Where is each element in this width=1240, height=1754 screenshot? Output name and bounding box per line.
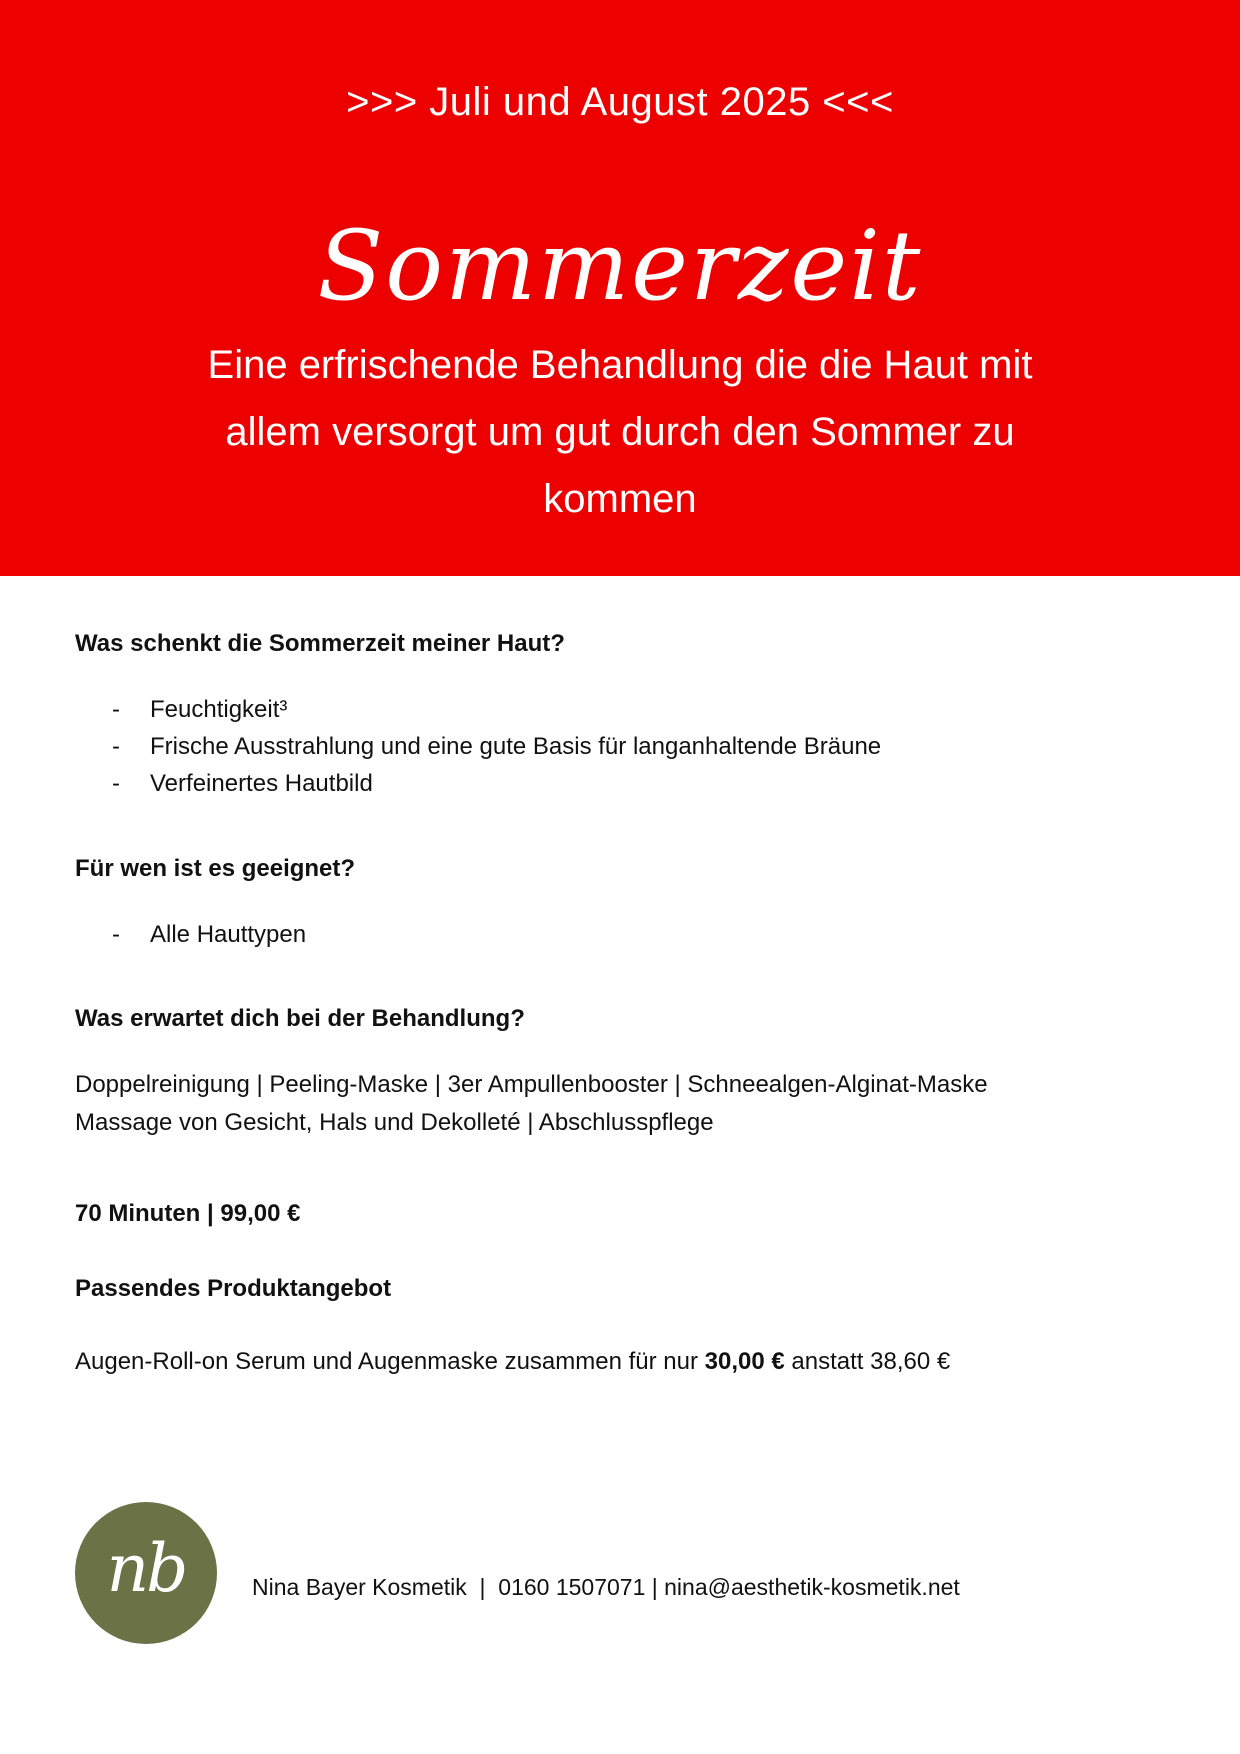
offer-text [75,1343,950,1381]
dash-icon: - [112,733,120,760]
page-title: Sommerzeit [317,210,923,322]
dash-icon: - [112,921,120,948]
duration-price: 70 Minuten | 99,00 € [75,1200,301,1227]
logo-text: nb [106,1530,186,1607]
list-item-text: Frische Ausstrahlung und eine gute Basis für langanhaltende Bräune [150,733,882,760]
section-heading-benefits: Was schenkt die Sommerzeit meiner Haut? [75,630,565,657]
offer-text-after: anstatt 38,60 € [784,1348,951,1375]
subtitle-line: kommen [543,477,697,521]
dash-icon: - [112,696,120,723]
section-heading-suitability: Für wen ist es geeignet? [75,855,356,882]
treatment-line: Doppelreinigung | Peeling-Maske | 3er Ampullenbooster | Schneealgen-Alginat-Maske [75,1071,988,1098]
suitability-list [112,916,306,953]
date-range: >>> Juli und August 2025 <<< [346,80,894,124]
dash-icon: - [112,770,120,797]
header-banner [0,0,1240,576]
list-item-text: Feuchtigkeit³ [150,696,288,723]
list-item [112,765,881,802]
section-heading-offer: Passendes Produktangebot [75,1275,392,1302]
footer-contact: Nina Bayer Kosmetik | 0160 1507071 | nina@aesthetik-kosmetik.net [252,1574,960,1600]
brand-logo [75,1502,217,1644]
subtitle-line: allem versorgt um gut durch den Sommer zu [225,410,1015,454]
list-item-text: Verfeinertes Hautbild [150,770,373,797]
list-item-text: Alle Hauttypen [150,921,307,948]
treatment-steps [75,1066,988,1142]
section-heading-treatment: Was erwartet dich bei der Behandlung? [75,1005,525,1032]
offer-price: 30,00 € [704,1348,785,1375]
subtitle-line: Eine erfrischende Behandlung die die Haut mit [207,343,1033,387]
benefits-list [112,691,881,802]
list-item [112,728,881,765]
subtitle [120,332,1120,533]
list-item [112,916,306,953]
offer-text-before: Augen-Roll-on Serum und Augenmaske zusammen für nur [75,1348,705,1375]
list-item [112,691,881,728]
treatment-line: Massage von Gesicht, Hals und Dekolleté | Abschlusspflege [75,1109,714,1136]
